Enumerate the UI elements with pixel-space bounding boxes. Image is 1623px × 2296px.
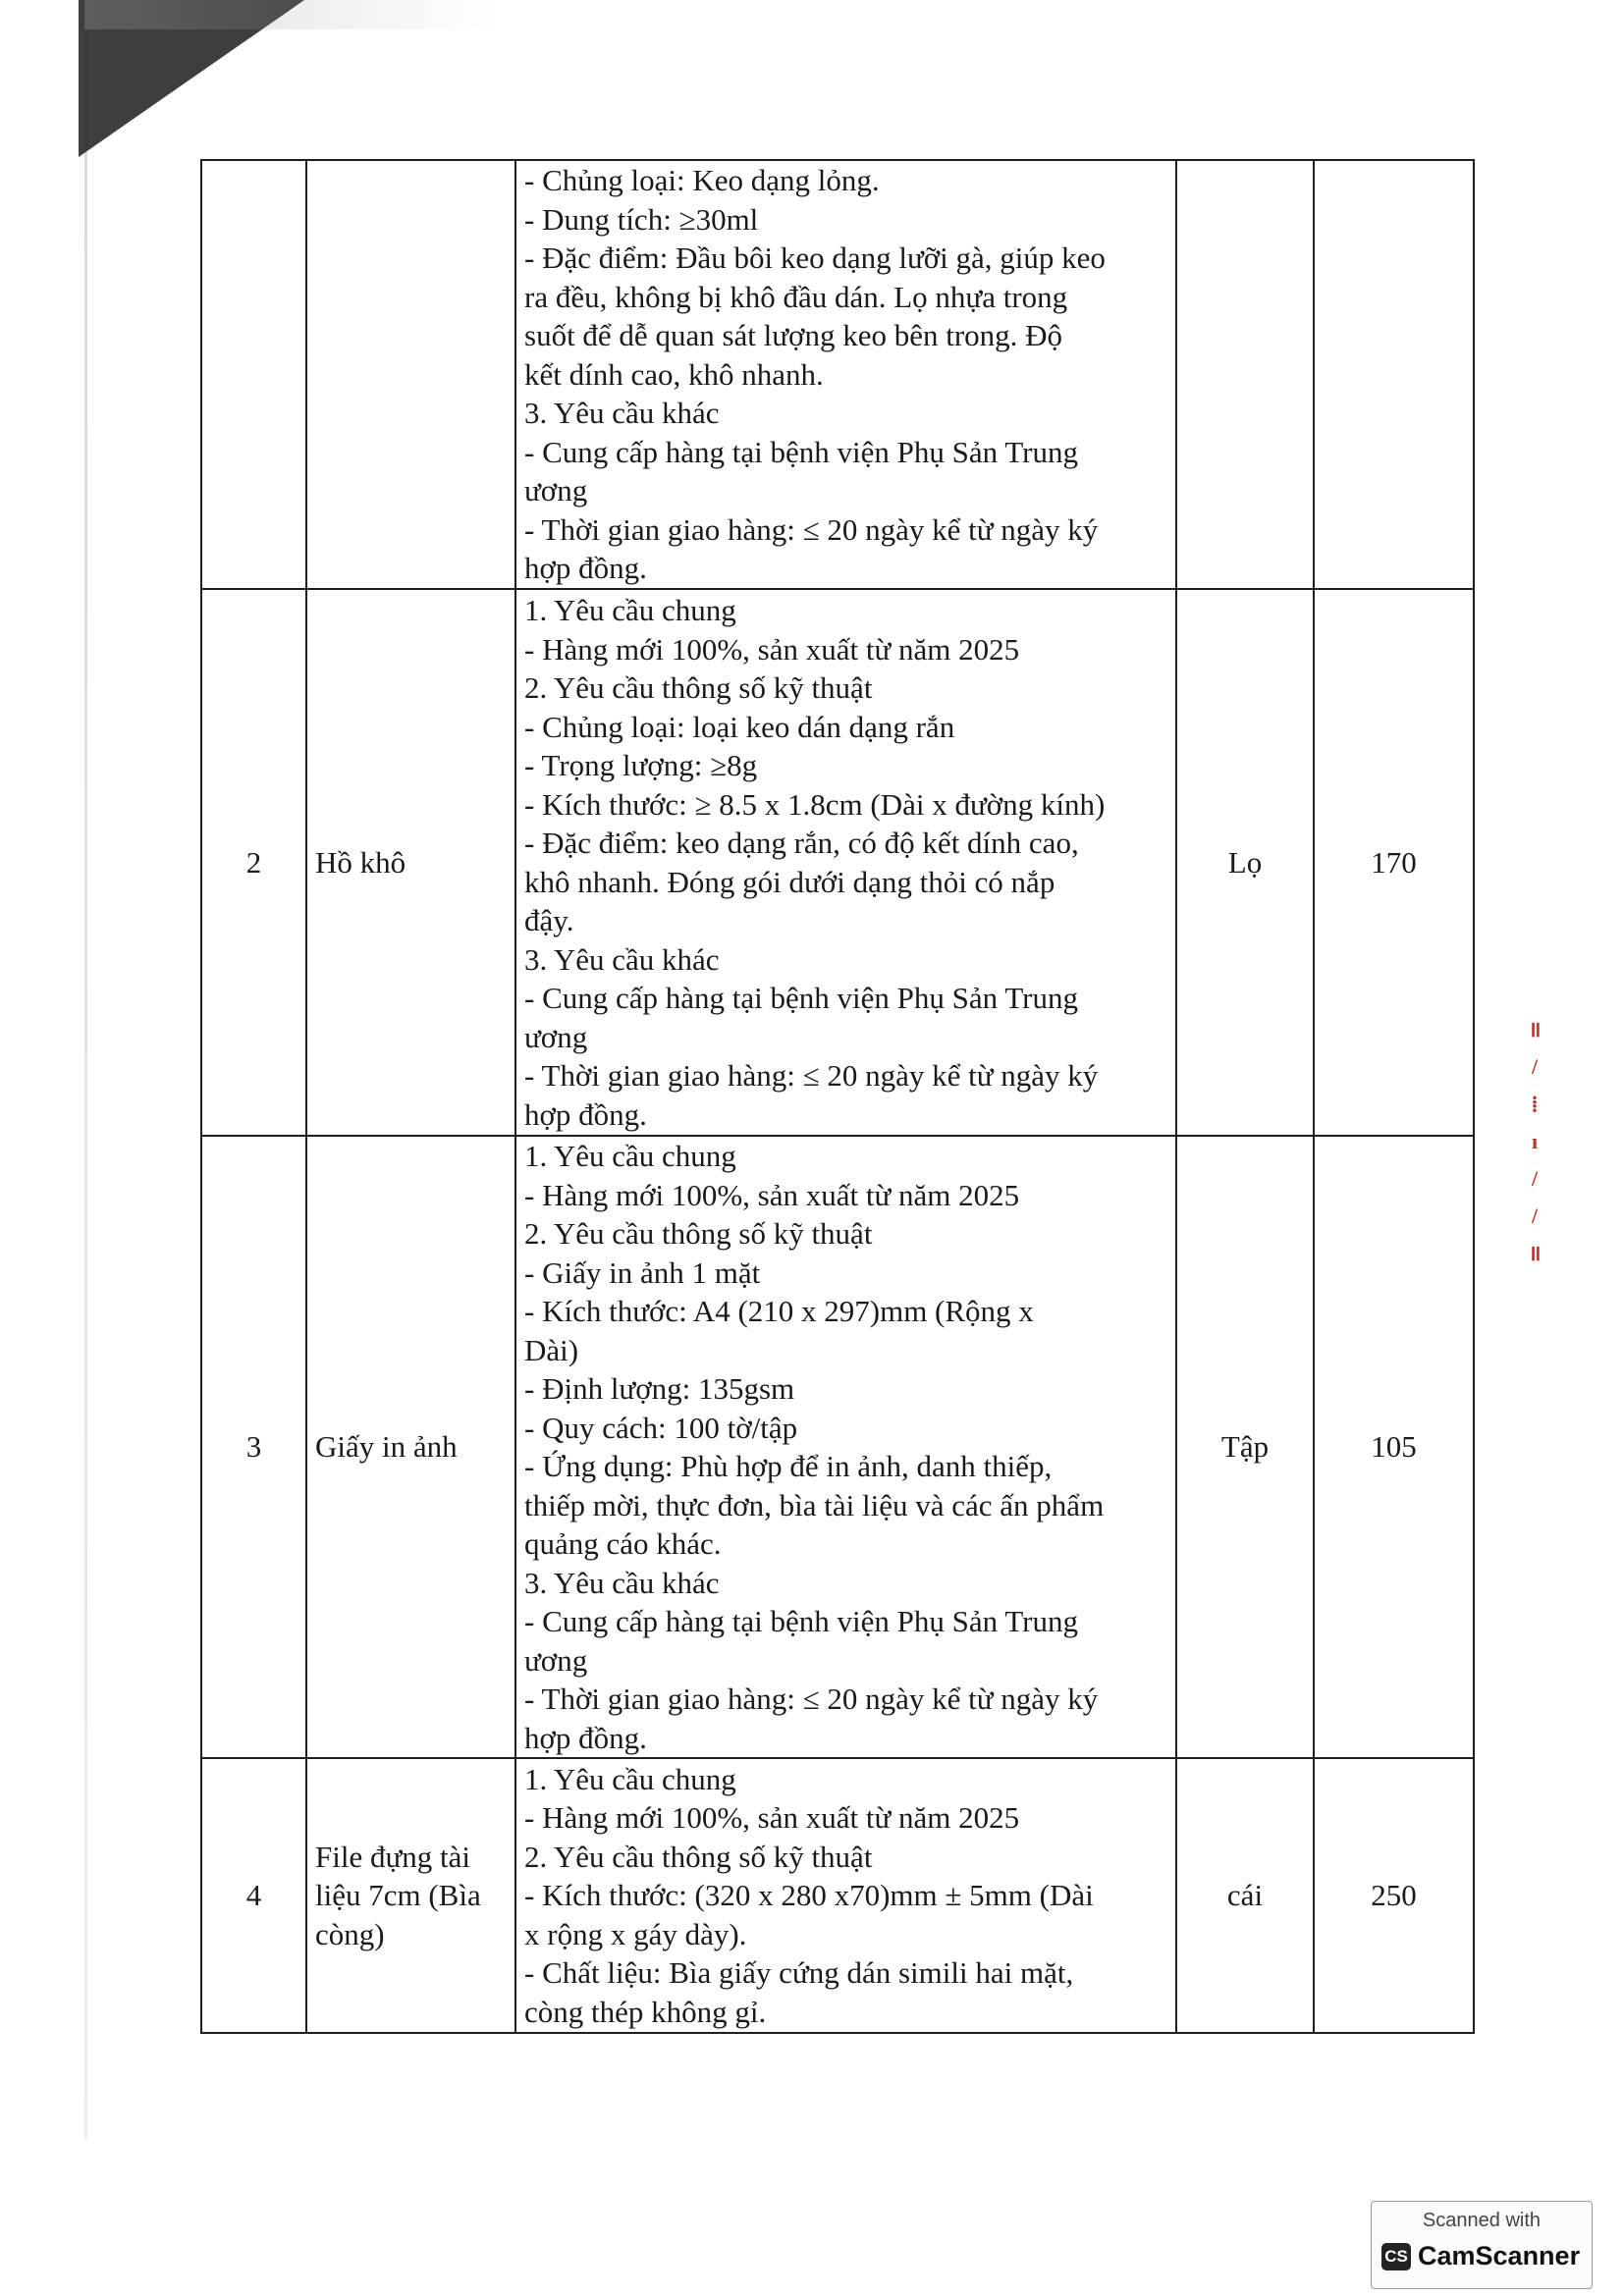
description-line: - Dung tích: ≥30ml [524, 201, 759, 237]
description-line: 2. Yêu cầu thông số kỹ thuật [524, 1839, 873, 1874]
description-line: - Kích thước: ≥ 8.5 x 1.8cm (Dài x đường kính) [524, 786, 1106, 822]
description-line: - Kích thước: A4 (210 x 297)mm (Rộng x [524, 1294, 1034, 1328]
table-row [201, 589, 1474, 1136]
description-line: ra đều, không bị khô đầu dán. Lọ nhựa trong [524, 279, 1068, 314]
description-line: 2. Yêu cầu thông số kỹ thuật [524, 670, 873, 705]
item-quantity-cell: 105 [1314, 1136, 1474, 1758]
camscanner-logo-icon: CS [1381, 2243, 1411, 2270]
item-unit-cell [1176, 160, 1314, 589]
specification-table [200, 159, 1475, 2034]
item-name-cell: Hồ khô [306, 589, 515, 1136]
item-unit-cell: Tập [1176, 1136, 1314, 1758]
description-line: khô nhanh. Đóng gói dưới dạng thỏi có nắp [524, 864, 1055, 899]
watermark-caption: Scanned with [1422, 2210, 1542, 2231]
description-line: - Thời gian giao hàng: ≤ 20 ngày kể từ ngày ký [524, 1682, 1099, 1716]
description-line: - Thời gian giao hàng: ≤ 20 ngày kể từ ngày ký [524, 511, 1099, 547]
description-line: - Định lượng: 135gsm [524, 1371, 795, 1406]
description-line: thiếp mời, thực đơn, bìa tài liệu và các ấn phẩm [524, 1487, 1105, 1522]
watermark-brand: CamScanner [1418, 2241, 1581, 2270]
item-quantity-cell: 170 [1314, 589, 1474, 1136]
description-line: 2. Yêu cầu thông số kỹ thuật [524, 1216, 873, 1251]
description-line: - Hàng mới 100%, sản xuất từ năm 2025 [524, 1800, 1020, 1836]
description-line: hợp đồng. [524, 551, 647, 586]
scan-top-shadow [84, 0, 497, 29]
description-line: - Cung cấp hàng tại bệnh viện Phụ Sản Trung [524, 1604, 1078, 1638]
item-description-cell [515, 589, 1176, 1136]
description-line: 1. Yêu cầu chung [524, 1139, 736, 1173]
table-row [201, 1136, 1474, 1758]
item-name-cell: File đựng tài liệu 7cm (Bìa còng) [306, 1758, 515, 2033]
item-description-cell [515, 160, 1176, 589]
item-quantity-cell: 250 [1314, 1758, 1474, 2033]
description-line: - Cung cấp hàng tại bệnh viện Phụ Sản Trung [524, 981, 1078, 1015]
item-number-cell: 3 [201, 1136, 306, 1758]
description-line: - Hàng mới 100%, sản xuất từ năm 2025 [524, 1177, 1020, 1212]
description-line: ương [524, 473, 588, 508]
specification-table-body [201, 160, 1474, 2033]
description-line: - Quy cách: 100 tờ/tập [524, 1410, 798, 1445]
description-line: kết dính cao, khô nhanh. [524, 356, 824, 392]
page-edge-shadow [84, 0, 87, 2140]
description-line: - Ứng dụng: Phù hợp để in ảnh, danh thiếp, [524, 1449, 1053, 1483]
description-line: ương [524, 1642, 588, 1678]
item-number-cell [201, 160, 306, 589]
description-line: 1. Yêu cầu chung [524, 1761, 736, 1796]
description-line: 3. Yêu cầu khác [524, 941, 720, 977]
item-unit-cell: Lọ [1176, 589, 1314, 1136]
description-line: - Chủng loại: Keo dạng lỏng. [524, 163, 880, 198]
item-quantity-cell [1314, 160, 1474, 589]
description-line: đậy. [524, 903, 574, 937]
item-description-cell [515, 1758, 1176, 2033]
item-description-cell [515, 1136, 1176, 1758]
description-line: - Thời gian giao hàng: ≤ 20 ngày kể từ ngày ký [524, 1058, 1099, 1093]
description-line: còng thép không gỉ. [524, 1994, 767, 2029]
item-name-cell: Giấy in ảnh [306, 1136, 515, 1758]
description-line: hợp đồng. [524, 1096, 647, 1132]
description-line: - Đặc điểm: Đầu bôi keo dạng lưỡi gà, giúp keo [524, 240, 1106, 276]
table-row [201, 160, 1474, 589]
item-name-cell [306, 160, 515, 589]
description-line: - Giấy in ảnh 1 mặt [524, 1255, 761, 1290]
description-line: - Kích thước: (320 x 280 x70)mm ± 5mm (Dài [524, 1878, 1094, 1913]
camscanner-watermark [1371, 2201, 1593, 2289]
description-line: 1. Yêu cầu chung [524, 593, 736, 627]
description-line: - Chất liệu: Bìa giấy cứng dán simili hai mặt, [524, 1955, 1074, 1991]
description-line: suốt để dễ quan sát lượng keo bên trong. Độ [524, 318, 1063, 353]
table-row [201, 1758, 1474, 2033]
description-line: 3. Yêu cầu khác [524, 396, 720, 431]
description-line: - Trọng lượng: ≥8g [524, 748, 758, 782]
description-line: hợp đồng. [524, 1720, 647, 1755]
description-line: - Cung cấp hàng tại bệnh viện Phụ Sản Trung [524, 434, 1078, 469]
description-line: quảng cáo khác. [524, 1526, 722, 1561]
item-unit-cell: cái [1176, 1758, 1314, 2033]
item-number-cell: 4 [201, 1758, 306, 2033]
description-line: - Chủng loại: loại keo dán dạng rắn [524, 709, 955, 744]
item-number-cell: 2 [201, 589, 306, 1136]
description-line: - Đặc điểm: keo dạng rắn, có độ kết dính cao, [524, 826, 1079, 860]
description-line: 3. Yêu cầu khác [524, 1565, 720, 1600]
red-stamp-edge-marks: ॥ / ⁞ ı / / ॥ [1528, 1017, 1542, 1265]
description-line: ương [524, 1019, 588, 1054]
description-line: x rộng x gáy dày). [524, 1916, 747, 1951]
description-line: - Hàng mới 100%, sản xuất từ năm 2025 [524, 631, 1020, 667]
description-line: Dài) [524, 1332, 579, 1367]
